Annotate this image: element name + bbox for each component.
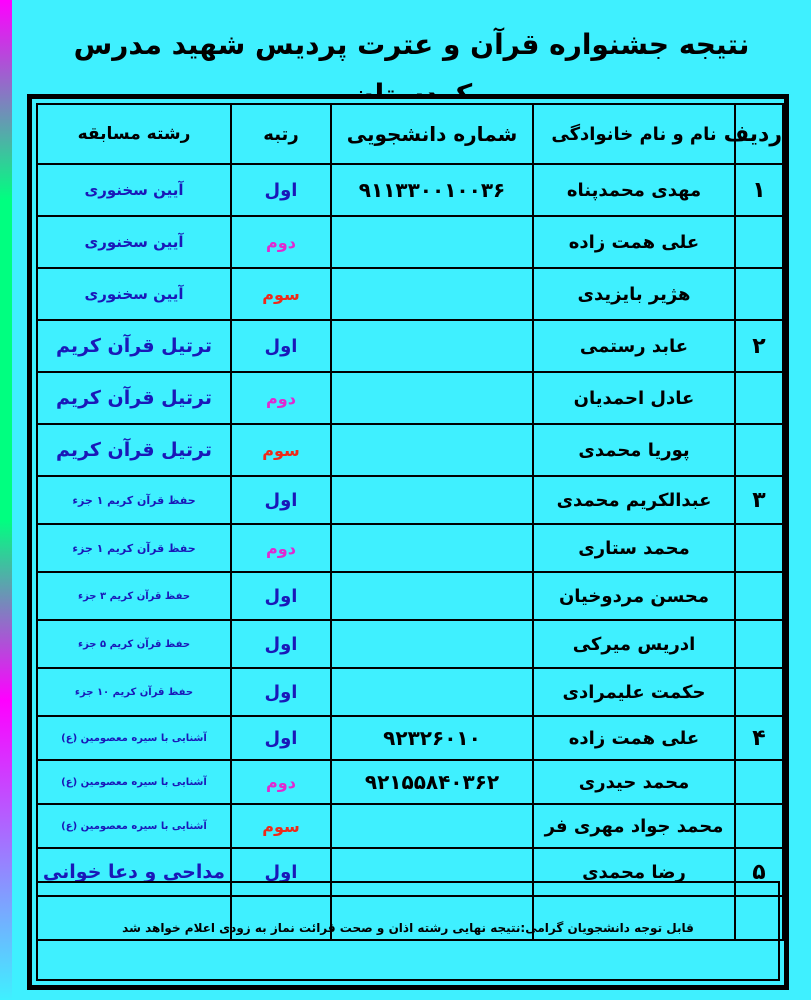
name-cell: هژیر بایزیدی [533,268,735,320]
left-edge-strip [0,0,12,1000]
field-cell: حفظ قرآن کریم ۱۰ جزء [37,668,231,716]
row-number-cell: ۱ [735,164,783,216]
row-number-cell [735,572,783,620]
results-table [36,103,784,941]
name-cell: حکمت علیمرادی [533,668,735,716]
name-cell: محمد ستاری [533,524,735,572]
row-number-cell [735,620,783,668]
table-row [37,164,783,216]
student-id-cell [331,216,533,268]
table-row [37,424,783,476]
field-cell: آیین سخنوری [37,268,231,320]
rank-cell: دوم [231,760,331,804]
field-cell: آشنایی با سیره معصومین (ع) [37,804,231,848]
name-cell: علی همت زاده [533,716,735,760]
row-number-cell: ۴ [735,716,783,760]
name-cell: مهدی محمدپناه [533,164,735,216]
results-sheet [27,94,789,990]
row-number-cell [735,524,783,572]
student-id-cell: ۹۲۱۵۵۸۴۰۳۶۲ [331,760,533,804]
rank-cell: اول [231,476,331,524]
table-row [37,320,783,372]
name-cell: رضا محمدی [533,848,735,896]
header-name: نام و نام خانوادگی [533,104,735,164]
table-header-row [37,104,783,164]
name-cell: عبدالکریم محمدی [533,476,735,524]
notice-text: قابل توجه دانشجویان گرامی:نتیجه نهایی رشته اذان و صحت قرائت نماز به زودی اعلام خواهد شد [36,881,780,981]
rank-cell: اول [231,620,331,668]
table-row [37,524,783,572]
page-title: نتیجه جشنواره قرآن و عترت پردیس شهید مدرس [73,28,750,61]
name-cell: عادل احمدیان [533,372,735,424]
student-id-cell [331,320,533,372]
header-rank: رتبه [231,104,331,164]
name-cell: عابد رستمی [533,320,735,372]
table-row [37,268,783,320]
name-cell: ادریس میرکی [533,620,735,668]
rank-cell: اول [231,572,331,620]
rank-cell: اول [231,848,331,896]
student-id-cell: ۹۲۳۲۶۰۱۰ [331,716,533,760]
student-id-cell [331,268,533,320]
name-cell: علی همت زاده [533,216,735,268]
field-cell: حفظ قرآن کریم ۵ جزء [37,620,231,668]
name-cell: پوریا محمدی [533,424,735,476]
field-cell: ترتیل قرآن کریم [37,372,231,424]
rank-cell: سوم [231,268,331,320]
field-cell: ترتیل قرآن کریم [37,424,231,476]
student-id-cell [331,804,533,848]
table-row [37,760,783,804]
field-cell: آشنایی با سیره معصومین (ع) [37,716,231,760]
field-cell: حفظ قرآن کریم ۱ جزء [37,476,231,524]
row-number-cell: ۵ [735,848,783,896]
field-cell: آیین سخنوری [37,164,231,216]
table-row [37,620,783,668]
student-id-cell [331,524,533,572]
table-row [37,372,783,424]
rank-cell: اول [231,668,331,716]
name-cell: محمد حیدری [533,760,735,804]
field-cell: ترتیل قرآن کریم [37,320,231,372]
row-number-cell [735,372,783,424]
table-row [37,716,783,760]
rank-cell: سوم [231,804,331,848]
field-cell: آشنایی با سیره معصومین (ع) [37,760,231,804]
name-cell: محسن مردوخیان [533,572,735,620]
field-cell: آیین سخنوری [37,216,231,268]
row-number-cell: ۳ [735,476,783,524]
rank-cell: اول [231,164,331,216]
student-id-cell [331,572,533,620]
student-id-cell [331,424,533,476]
rank-cell: دوم [231,372,331,424]
rank-cell: اول [231,716,331,760]
rank-cell: دوم [231,524,331,572]
student-id-cell [331,372,533,424]
student-id-cell: ۹۱۱۳۳۰۰۱۰۰۳۶ [331,164,533,216]
header-row-number: ردیف [735,104,783,164]
table-row [37,216,783,268]
row-number-cell [735,804,783,848]
row-number-cell [735,268,783,320]
row-number-cell: ۲ [735,320,783,372]
student-id-cell [331,476,533,524]
rank-cell: اول [231,320,331,372]
field-cell: حفظ قرآن کریم ۱ جزء [37,524,231,572]
field-cell: مداحی و دعا خوانی [37,848,231,896]
row-number-cell [735,424,783,476]
student-id-cell [331,620,533,668]
table-row [37,668,783,716]
row-number-cell [735,216,783,268]
table-row [37,804,783,848]
field-cell: حفظ قرآن کریم ۳ جزء [37,572,231,620]
name-cell: محمد جواد مهری فر [533,804,735,848]
rank-cell: دوم [231,216,331,268]
header-field: رشته مسابقه [37,104,231,164]
row-number-cell [735,668,783,716]
student-id-cell [331,668,533,716]
table-row [37,476,783,524]
table-row [37,572,783,620]
rank-cell: سوم [231,424,331,476]
row-number-cell [735,760,783,804]
header-student-id: شماره دانشجویی [331,104,533,164]
